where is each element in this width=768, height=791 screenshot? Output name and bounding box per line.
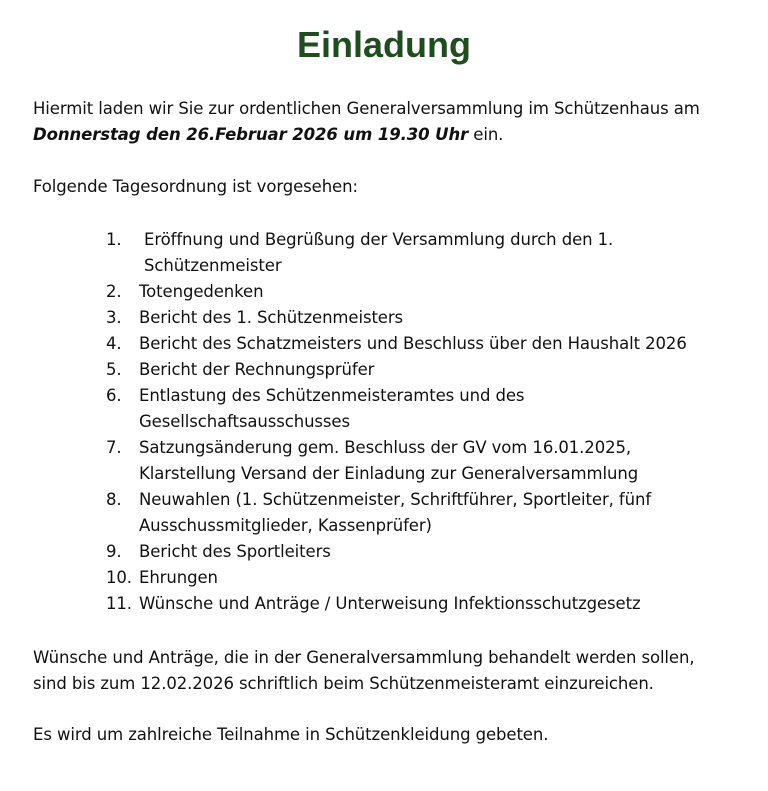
intro-text-end: ein.: [468, 125, 504, 144]
agenda-item: [106, 539, 746, 565]
agenda-item: [106, 227, 746, 279]
agenda-item: [106, 487, 746, 539]
agenda-number: 10.: [106, 568, 132, 587]
agenda-item: [106, 331, 746, 357]
agenda-number: 5.: [106, 360, 122, 379]
agenda-number: 7.: [106, 438, 122, 457]
agenda-number: 11.: [106, 594, 132, 613]
agenda-text: Satzungsänderung gem. Beschluss der GV vom 16.01.2025, Klarstellung Versand der Einladung zur Generalversammlung: [139, 438, 639, 483]
agenda-list: [106, 227, 746, 617]
agenda-text: Neuwahlen (1. Schützenmeister, Schriftführer, Sportleiter, fünf Ausschussmitglieder, Kassenprüfer): [139, 490, 652, 535]
agenda-item: [106, 435, 746, 487]
agenda-item: [106, 357, 746, 383]
agenda-text: Bericht des Sportleiters: [139, 542, 331, 561]
agenda-intro: Folgende Tagesordnung ist vorgesehen:: [33, 177, 358, 196]
agenda-text: Bericht des Schatzmeisters und Beschluss über den Haushalt 2026: [139, 334, 687, 353]
submission-deadline-paragraph: Wünsche und Anträge, die in der Generalversammlung behandelt werden sollen, sind bis zum 12.02.2026 schriftlich beim Schützenmeisteramt einzureichen.: [33, 648, 695, 693]
meeting-date: Donnerstag den 26.Februar 2026 um 19.30 Uhr: [33, 125, 469, 144]
agenda-number: 8.: [106, 490, 122, 509]
agenda-number: 4.: [106, 334, 122, 353]
agenda-text: Eröffnung und Begrüßung der Versammlung durch den 1. Schützenmeister: [144, 230, 614, 275]
agenda-text: Entlastung des Schützenmeisteramtes und des Gesellschaftsausschusses: [139, 386, 525, 431]
agenda-number: 2.: [106, 282, 122, 301]
agenda-text: Ehrungen: [139, 568, 218, 587]
agenda-text: Wünsche und Anträge / Unterweisung Infektionsschutzgesetz: [139, 594, 641, 613]
agenda-number: 6.: [106, 386, 122, 405]
agenda-number: 1.: [106, 230, 122, 249]
intro-text: Hiermit laden wir Sie zur ordentlichen Generalversammlung im Schützenhaus am: [33, 99, 700, 118]
agenda-number: 9.: [106, 542, 122, 561]
attendance-request: Es wird um zahlreiche Teilnahme in Schützenkleidung gebeten.: [33, 725, 549, 744]
agenda-text: Bericht der Rechnungsprüfer: [139, 360, 375, 379]
agenda-text: Totengedenken: [139, 282, 264, 301]
agenda-item: [106, 565, 746, 591]
page-title: Einladung: [297, 24, 471, 65]
agenda-number: 3.: [106, 308, 122, 327]
agenda-text: Bericht des 1. Schützenmeisters: [139, 308, 404, 327]
intro-paragraph: [33, 96, 753, 148]
agenda-item: [106, 305, 746, 331]
agenda-item: [106, 383, 746, 435]
agenda-item: [106, 279, 746, 305]
agenda-item: [106, 591, 746, 617]
